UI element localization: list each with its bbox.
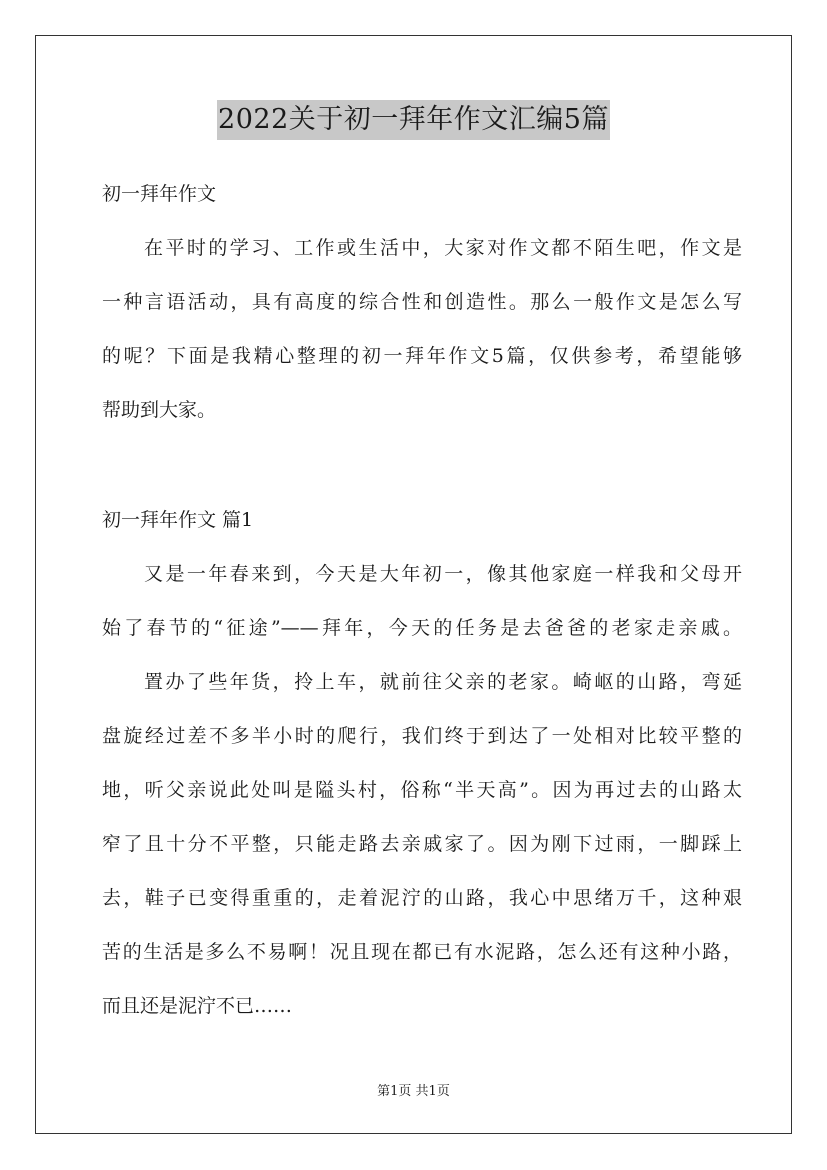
intro-line: 的呢？下面是我精心整理的初一拜年作文5篇，仅供参考，希望能够	[102, 345, 742, 367]
paragraph-line: 始了春节的“征途”——拜年，今天的任务是去爸爸的老家走亲戚。	[102, 617, 742, 639]
paragraph-line: 盘旋经过差不多半小时的爬行，我们终于到达了一处相对比较平整的	[102, 725, 742, 747]
intro-heading: 初一拜年作文	[102, 183, 217, 205]
paragraph-line: 去，鞋子已变得重重的，走着泥泞的山路，我心中思绪万千，这种艰	[102, 887, 742, 909]
paragraph-line: 地，听父亲说此处叫是隘头村，俗称“半天高”。因为再过去的山路太	[102, 779, 742, 801]
paragraph-line: 而且还是泥泞不已……	[102, 995, 293, 1017]
intro-line: 在平时的学习、工作或生活中，大家对作文都不陌生吧，作文是	[144, 237, 742, 259]
section-heading: 初一拜年作文 篇1	[102, 509, 254, 531]
page-footer: 第1页 共1页	[377, 1084, 450, 1099]
paragraph-line: 又是一年春来到，今天是大年初一，像其他家庭一样我和父母开	[144, 563, 742, 585]
paragraph-line: 窄了且十分不平整，只能走路去亲戚家了。因为刚下过雨，一脚踩上	[102, 833, 742, 855]
paragraph-line: 置办了些年货，拎上车，就前往父亲的老家。崎岖的山路，弯延	[144, 671, 742, 693]
document-title: 2022关于初一拜年作文汇编5篇	[217, 100, 610, 140]
title-container	[0, 100, 827, 140]
intro-line: 一种言语活动，具有高度的综合性和创造性。那么一般作文是怎么写	[102, 291, 742, 313]
paragraph-line: 苦的生活是多么不易啊！况且现在都已有水泥路，怎么还有这种小路，	[102, 941, 742, 963]
intro-line: 帮助到大家。	[102, 399, 217, 421]
